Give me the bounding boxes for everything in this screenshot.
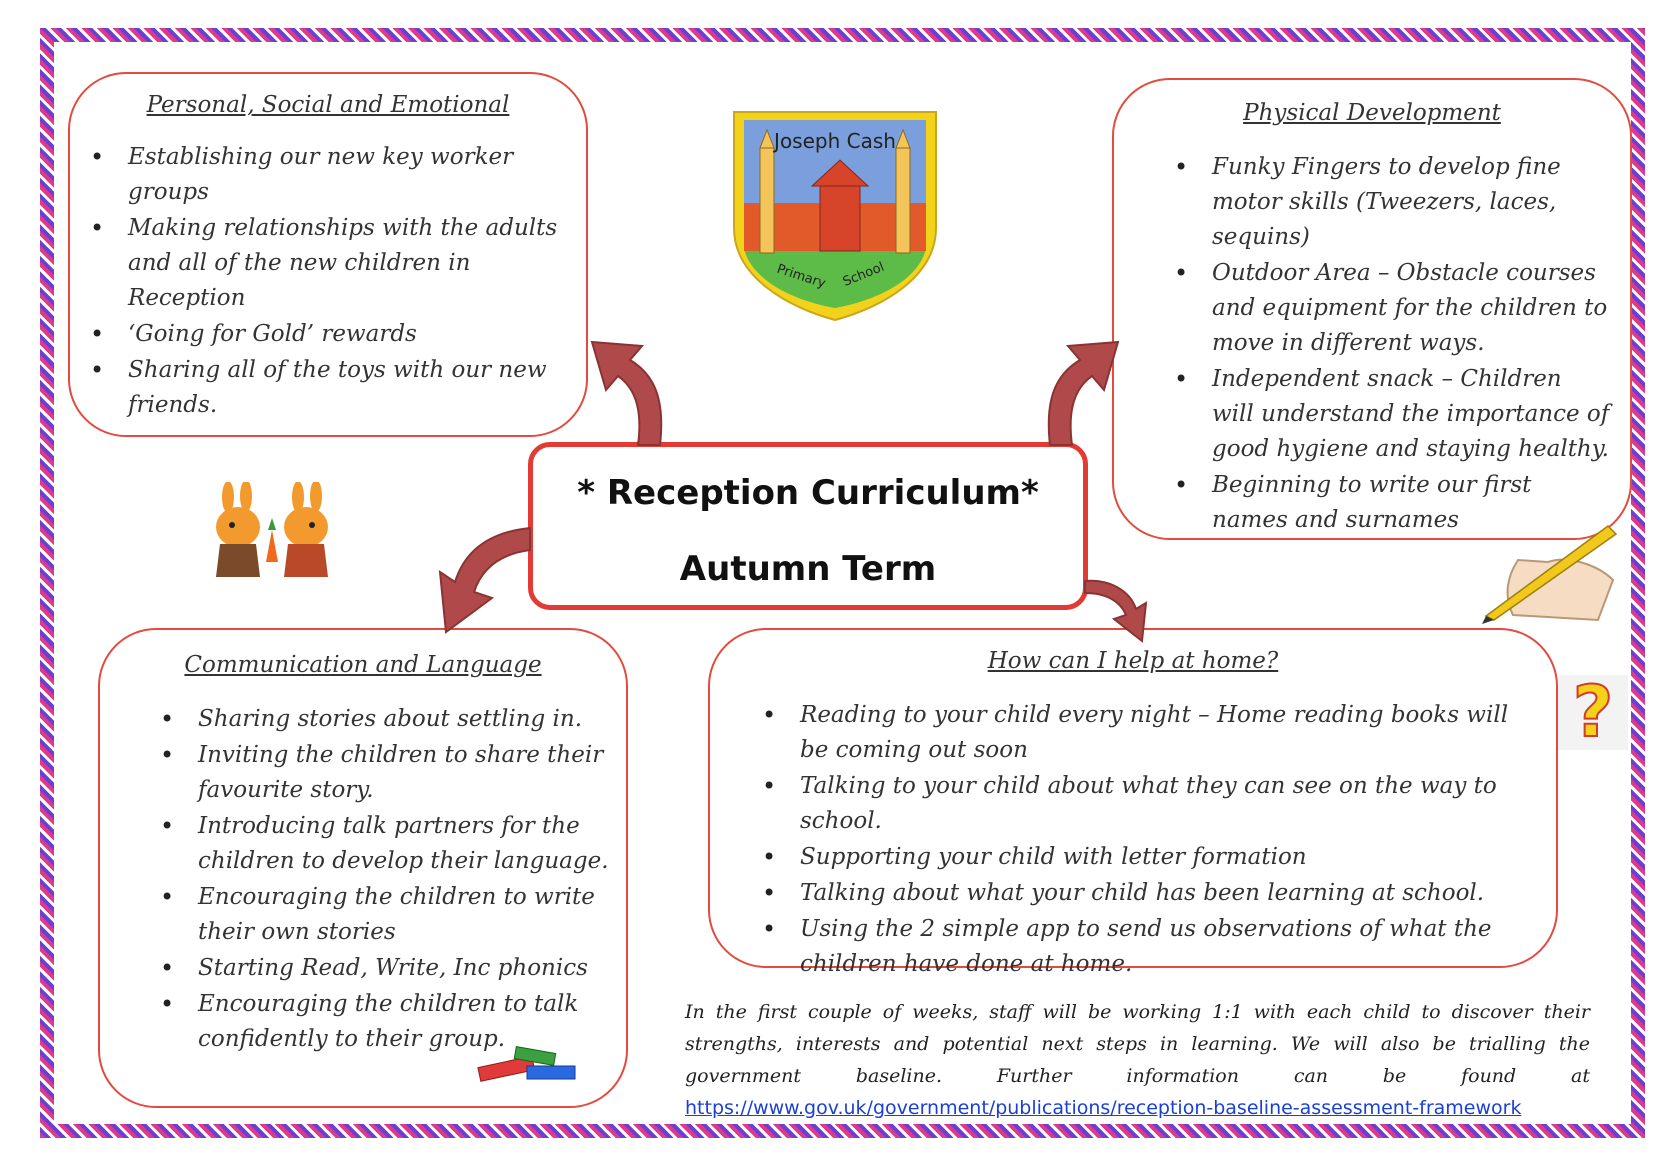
list-item: • Encouraging the children to write their own stories bbox=[198, 880, 616, 950]
crest-text-school: School bbox=[840, 259, 887, 290]
info-note bbox=[685, 996, 1590, 1124]
title-box bbox=[528, 442, 1088, 610]
list-item: • Encouraging the children to talk confidently to their group. bbox=[198, 987, 616, 1057]
communication-list bbox=[100, 702, 626, 1057]
list-item: • Outdoor Area – Obstacle courses and equipment for the children to move in different ways. bbox=[1212, 256, 1610, 361]
list-item: • ‘Going for Gold’ rewards bbox=[128, 317, 586, 352]
list-item: • Sharing stories about settling in. bbox=[198, 702, 616, 737]
communication-heading: Communication and Language bbox=[184, 652, 542, 678]
rabbits-icon bbox=[198, 482, 348, 592]
pencil-hand-icon bbox=[1478, 520, 1618, 625]
list-item: • Starting Read, Write, Inc phonics bbox=[198, 951, 616, 986]
list-item: • Independent snack – Children will understand the importance of good hygiene and staying healthy. bbox=[1212, 362, 1610, 467]
pse-box bbox=[68, 72, 588, 437]
list-item: • Using the 2 simple app to send us observations of what the children have done at home. bbox=[800, 912, 1536, 982]
page-title: * Reception Curriculum* bbox=[577, 473, 1039, 513]
list-item: • Supporting your child with letter formation bbox=[800, 840, 1536, 875]
books-icon bbox=[475, 1040, 580, 1085]
list-item: • Sharing all of the toys with our new friends. bbox=[128, 353, 586, 423]
page-subtitle: Autumn Term bbox=[679, 549, 937, 589]
home-heading: How can I help at home? bbox=[987, 648, 1279, 674]
list-item: • Reading to your child every night – Home reading books will be coming out soon bbox=[800, 698, 1536, 768]
communication-box bbox=[98, 628, 628, 1108]
physical-heading: Physical Development bbox=[1243, 100, 1501, 126]
home-list bbox=[710, 698, 1556, 982]
home-box bbox=[708, 628, 1558, 977]
list-item: • Inviting the children to share their favourite story. bbox=[198, 738, 616, 808]
arrow-icon bbox=[1010, 320, 1130, 450]
list-item: • Talking to your child about what they can see on the way to school. bbox=[800, 769, 1536, 839]
list-item: • Introducing talk partners for the children to develop their language. bbox=[198, 809, 616, 879]
arrow-icon bbox=[400, 520, 540, 645]
arrow-icon bbox=[1080, 575, 1160, 645]
school-crest-icon bbox=[730, 108, 940, 323]
arrow-icon bbox=[580, 320, 700, 450]
crest-top-text: Joseph Cash bbox=[774, 129, 896, 153]
list-item: • Beginning to write our first names and surnames bbox=[1212, 468, 1610, 538]
list-item: • Funky Fingers to develop fine motor skills (Tweezers, laces, sequins) bbox=[1212, 150, 1610, 255]
pse-list bbox=[70, 140, 586, 423]
list-item: • Establishing our new key worker groups bbox=[128, 140, 586, 210]
list-item: • Making relationships with the adults and all of the new children in Reception bbox=[128, 211, 586, 316]
question-mark-icon: ? bbox=[1558, 675, 1628, 750]
pse-heading: Personal, Social and Emotional bbox=[146, 92, 510, 118]
list-item: • Talking about what your child has been learning at school. bbox=[800, 876, 1536, 911]
info-note-text: In the first couple of weeks, staff will be working 1:1 with each child to discover their strengths, interests and potential next steps in learning. We will also be trialling the government baseline. Further information can be found at bbox=[685, 1001, 1590, 1087]
physical-list bbox=[1114, 150, 1630, 538]
crest-text-primary: Primary bbox=[774, 261, 828, 292]
baseline-link[interactable]: https://www.gov.uk/government/publications/reception-baseline-assessment-framework bbox=[685, 1097, 1522, 1119]
physical-box bbox=[1112, 78, 1632, 540]
